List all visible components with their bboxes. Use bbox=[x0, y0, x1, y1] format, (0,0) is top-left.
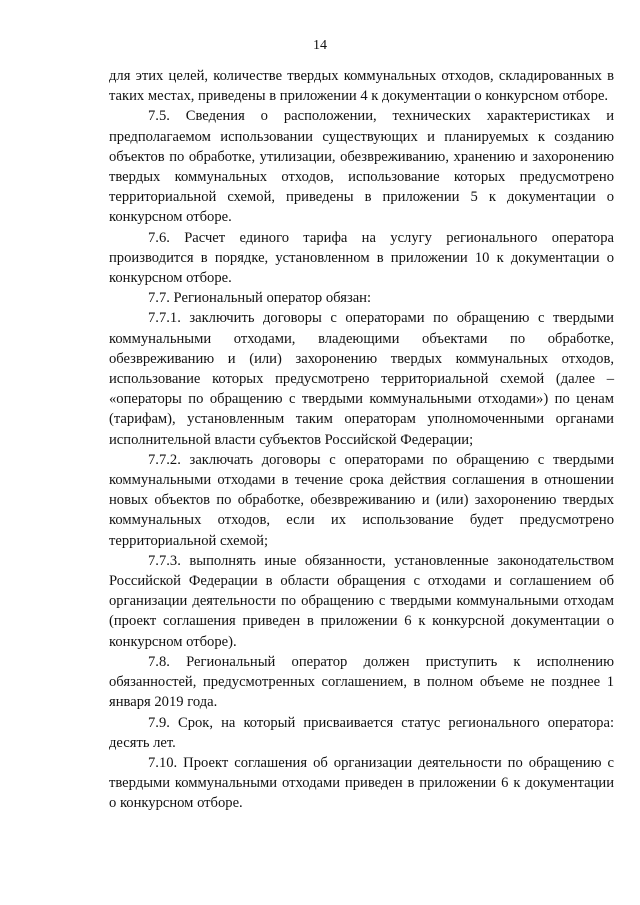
paragraph-7-10: 7.10. Проект соглашения об организации деятельности по обращению с твердыми коммунальными отходами приведен в приложении 6 к документации о конкурсном отборе. bbox=[109, 754, 614, 812]
paragraph-7-5: 7.5. Сведения о расположении, технических характеристиках и предполагаемом использовании существующих и планируемых к созданию объектов по обработке, утилизации, обезвреживанию, хранению и захоронению твердых коммунальных отходов, использование которых предусмотрено территориальной схемой, приведены в приложении 5 к документации о конкурсном отборе. bbox=[109, 108, 614, 226]
paragraph-7-7-1: 7.7.1. заключить договоры с операторами по обращению с твердыми коммунальными отходами, владеющими объектами по обработке, обезвреживанию и (или) захоронению твердых коммунальных отходов, использование которых предусмотрено территориальной схемой (далее – «операторы по обращению с твердыми коммунальными отходами») по ценам (тарифам), установленным таким операторам уполномоченными органами исполнительной власти субъектов Российской Федерации; bbox=[109, 310, 614, 448]
paragraph-continuation: для этих целей, количестве твердых коммунальных отходов, складированных в таких местах, приведены в приложении 4 к документации о конкурсном отборе. bbox=[109, 68, 614, 105]
paragraph-7-6: 7.6. Расчет единого тарифа на услугу регионального оператора производится в порядке, установленном в приложении 10 к документации о конкурсном отборе. bbox=[109, 229, 614, 287]
paragraph-7-9: 7.9. Срок, на который присваивается статус регионального оператора: десять лет. bbox=[109, 714, 614, 751]
document-body bbox=[109, 66, 614, 814]
paragraph-7-7-2: 7.7.2. заключать договоры с операторами по обращению с твердыми коммунальными отходами в течение срока действия соглашения в отношении новых объектов по обработке, обезвреживанию и (или) захоронению твердых коммунальных отходов, если их использование будет предусмотрено территориальной схемой; bbox=[109, 451, 614, 549]
page-number: 14 bbox=[313, 38, 327, 53]
paragraph-7-7: 7.7. Региональный оператор обязан: bbox=[148, 290, 372, 307]
paragraph-7-8: 7.8. Региональный оператор должен приступить к исполнению обязанностей, предусмотренных соглашением, в полном объеме не позднее 1 января 2019 года. bbox=[109, 653, 614, 711]
paragraph-7-7-3: 7.7.3. выполнять иные обязанности, установленные законодательством Российской Федерации в области обращения с отходами и соглашением об организации деятельности по обращению с твердыми коммунальными отходам (проект соглашения приведен в приложении 6 к конкурсной документации о конкурсном отборе). bbox=[109, 552, 614, 650]
